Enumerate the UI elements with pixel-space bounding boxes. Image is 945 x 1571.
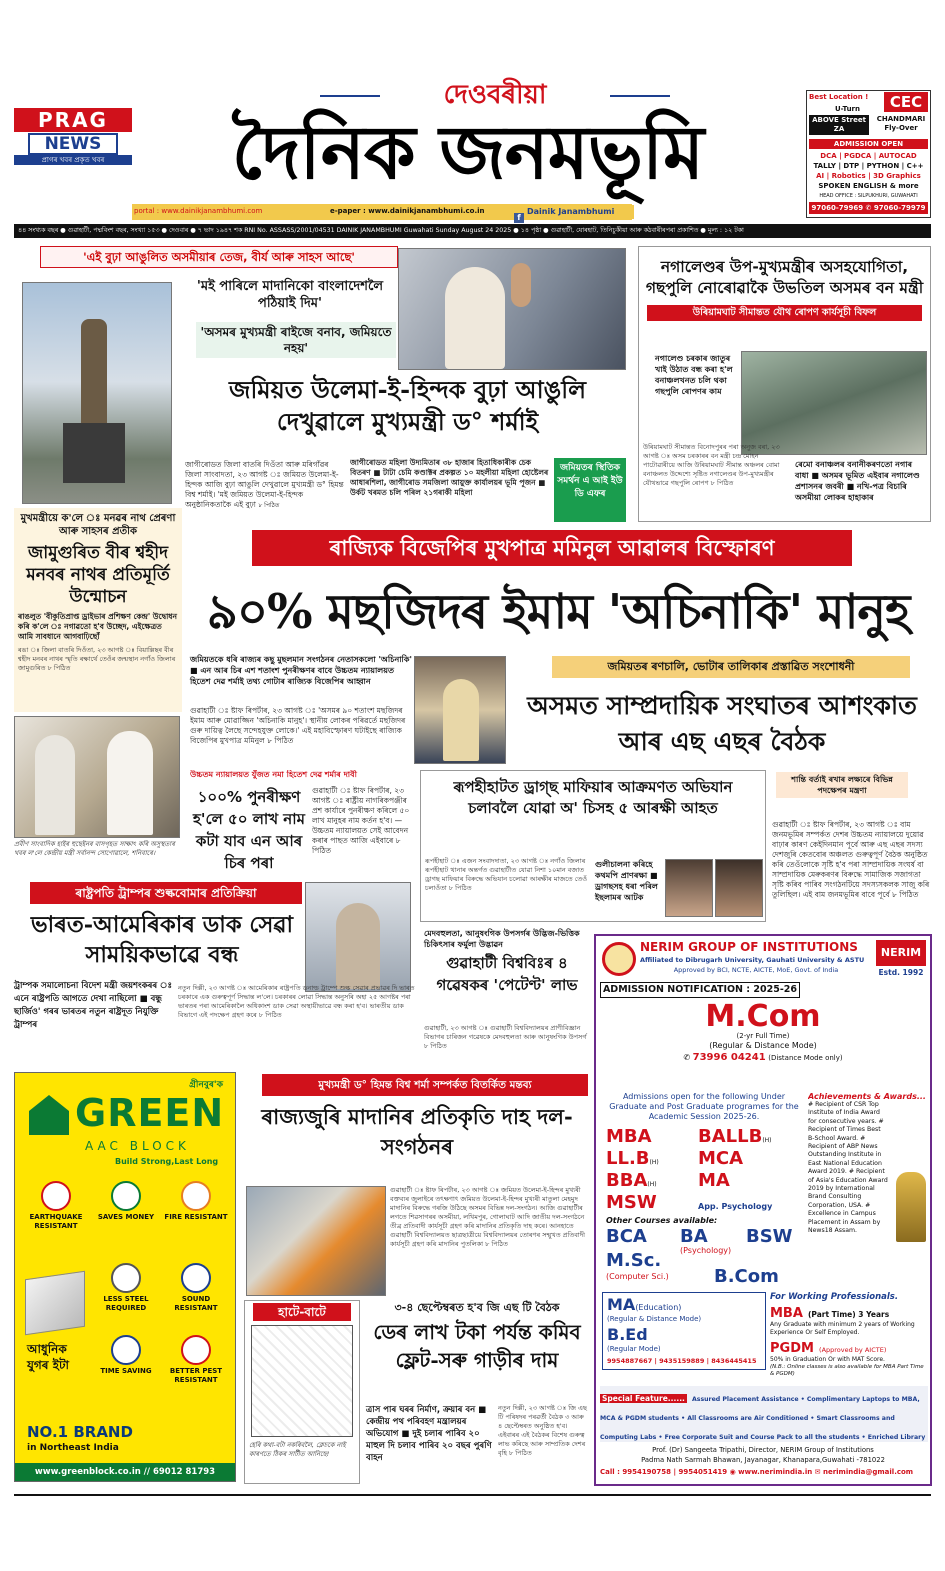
story1-quote1: 'মই পাৰিলে মাদানিকো বাংলাদেশলৈ পঠিয়াই দিম' xyxy=(196,279,384,311)
nerim-address: Padma Nath Sarmah Bhawan, Jayanagar, Khanapara,Guwahati -781022 xyxy=(641,1456,885,1464)
cec-courses-4: SPOKEN ENGLISH & more xyxy=(818,182,919,190)
drugs-body-text: ৰূপহীহাট ঃ এজন সংবাদদাতা, ২৩ আগষ্ট ঃ নগাঁও জিলাৰ ৰূপহীহাট থানাৰ অন্তৰ্গত গুৱাহাটীত যোৱা নিশা ১০মান বজাত ড্ৰাগছ মাফিয়াৰ বিৰুদ্ধে অভিযান চলোৱা আৰক্ষীৰ মাজতে তেওঁ চলাওঁতা xyxy=(425,857,588,892)
globe-icon: ◉ xyxy=(729,1468,739,1476)
cec-admission: ADMISSION OPEN xyxy=(809,139,928,149)
nerim-achievements xyxy=(808,1092,930,1270)
jamiat-body xyxy=(772,820,932,930)
trump-cont: ৮ পিঠিত xyxy=(258,1011,282,1019)
left-story-body xyxy=(14,644,182,674)
jaishankar-photo xyxy=(305,882,411,992)
course-bed-mode: (Regular Mode) xyxy=(607,1345,661,1353)
gst-tag: ৩-৪ ছেপ্টেম্বৰত হ'ব জি এছ টি বৈঠক xyxy=(394,1301,560,1314)
left-story-box xyxy=(14,508,182,712)
nagaland-redbar: উৰিয়ামঘাট সীমান্তত যৌথ ৰোপণ কাৰ্যসূচী বিফল xyxy=(647,305,922,321)
feature-fire-label: FIRE RESISTANT xyxy=(164,1213,228,1221)
nagaland-box xyxy=(638,246,931,522)
hate-bate-caption: হেৰি কথা-বটা নকৰিবলৈ, ক্লেচকে নাই কাৰণতে ঠিকৰ সাৰ্টীত আনিছে! xyxy=(249,1441,346,1458)
story1-green-text: জমিয়তৰ স্থিতিক সমৰ্থন এ আই ইউ ডি এফৰ xyxy=(557,463,623,499)
lead-headline: ৯০% মছজিদৰ ইমাম 'অচিনাকি' মানুহ xyxy=(206,584,910,640)
nerim-mcom-sub: (2-yr Full Time) xyxy=(736,1032,790,1040)
nerim-call[interactable]: Call : 9954190758 | 9954051419 xyxy=(600,1468,728,1476)
green-ad-sub: AAC BLOCK xyxy=(85,1139,190,1153)
feature-pest xyxy=(163,1335,229,1385)
lead-body xyxy=(190,706,412,778)
story1-green-box xyxy=(554,458,626,522)
story1-body xyxy=(185,460,345,522)
story1-quote2: 'অসমৰ মুখ্যমন্ত্ৰী ৰাইজে বনাব, জমিয়তে নহয়' xyxy=(196,322,396,358)
clock-icon xyxy=(111,1335,141,1365)
nerim-special-text: Assured Placement Assistance • Complimentary Laptops to MBA, MCA & PGDM students • All Classrooms are Air Conditioned • Smart Classrooms and Computing Labs • Free Corporate Suit and Course Pack to all the students • Enriched Library xyxy=(600,1396,926,1441)
masthead-supertitle: দেওবৰীয়া xyxy=(443,80,547,110)
feature-fire xyxy=(163,1181,229,1222)
nrc-body xyxy=(312,786,416,876)
course-pgdm-desc: 50% in Graduation Or with MAT Score. xyxy=(770,1356,885,1363)
left-story-caption: মুখমন্ত্ৰীয়ে ক'লে ঃ মনৱৰ নাথ প্ৰেৰণা আৰু সাহসৰ প্ৰতীক xyxy=(20,513,176,537)
nerim-education-box xyxy=(602,1292,766,1370)
trophy-icon xyxy=(896,1172,926,1242)
story1-banner xyxy=(40,246,398,268)
pest-icon xyxy=(181,1335,211,1365)
nerim-director: Prof. (Dr) Sangeeta Tripathi, Director, NERIM Group of Institutions xyxy=(652,1446,874,1454)
green-block-ad[interactable] xyxy=(14,1072,236,1482)
green-ad-web[interactable]: www.greenblock.co.in // 69012 81793 xyxy=(15,1463,235,1481)
story1-side-text: জাগীৰোডত মহিলা উদ্যমিতাৰ ৩৮ হাজাৰ হিতাধিকাৰীক চেক বিতৰণ ■ টাটা চেমি কণ্ডাক্টৰ প্ৰকল্পত ১০ মহলীয়া মহিলা হোষ্টেলৰ আধাৰশিলা, জাগীৰোড সমজিলা আয়ুক্ত কাৰ্যালয়ৰ ভূমি পূজন ■ উৰ্কট খৰমত চলি পৰিল ২১গৰাকী মহিলা xyxy=(350,458,549,497)
nerim-approved: Approved by BCI, NCTE, AICTE, MoE, Govt. of India xyxy=(673,966,839,974)
nagaland-photo xyxy=(741,351,927,455)
nerim-mail[interactable]: nerimindia@gmail.com xyxy=(822,1468,914,1476)
jamiat-body-text: গুৱাহাটী ঃ ষ্টাফ ৰিপৰ্টাৰ, ২৩ আগষ্ট ঃ বাম জনমভূমিৰ সম্পৰ্কত দেশৰ উচ্চতম ন্যায়ালয়ে দুয়োৱ বাঢ়াৰ কাৰণ কেইদিনমান পূৰ্বে আৰু এছ এছৰ সদস্য দেশজুৰি কেতবোৰ অঞ্চলত গুৰুত্বপূৰ্ণ বৈঠক অনুষ্ঠিত কৰি তেওঁলোকে সৃষ্টি হ'ব পৰা সাম্প্ৰদায়িক সংঘৰ্ষ বা সাম্প্ৰদায়িক মেৰুকৰণৰ বিৰুদ্ধে সামাজিক সজাগতা সৃষ্টি কৰিব পাৰিব সংগঠনটিয়ে সদস্যসকলক সাজু কৰি তুলিছিল। এই বাম জনমভূমিৰ বাবে পূৰ্বে xyxy=(772,820,930,899)
nerim-contact-row xyxy=(600,1468,928,1476)
madani-headline: ৰাজ্যজুৰি মাদানিৰ প্ৰতিকৃতি দাহ দল-সংগঠনৰ xyxy=(261,1104,573,1159)
nagaland-body-text: উৰিয়ামঘাট সীমান্তত বিনোদপুৰৰ পৰা অনুজ বৰা, ২৩ আগষ্ট ঃ অসম চৰকাৰৰ বন মন্ত্ৰী চন্দ্ৰ মোহন পাটোৱাৰীয়ে আজি উৰিয়ামঘাট সীমান্ত অঞ্চলৰ বোমা বনাঞ্চলত উদ্দেশ্যে সৃষ্টিত নগালেণ্ডৰ উপ-মুখ্যমন্ত্ৰীৰ যৌথভাৱে গছপুলি ৰোপণ xyxy=(643,443,780,487)
patent-body xyxy=(424,1024,590,1068)
jaishankar-figure xyxy=(336,903,380,989)
green-ad-ne: in Northeast India xyxy=(27,1443,119,1453)
cec-phones: 97060-79969 ✆ 97060-79979 xyxy=(809,202,928,214)
course-bca: BCA xyxy=(606,1226,647,1247)
course-llb-h: (H) xyxy=(649,1159,659,1166)
cm-figure xyxy=(445,267,505,369)
lead-cont: ৮ পিঠিত xyxy=(267,736,294,745)
patent-tag: মেদবহুলতা, আনুষংগিক উপসৰ্গৰ উদ্ভিজ-ভিত্তিক চিকিৎসাৰ ফৰ্মুলা উদ্ভাৱন xyxy=(424,929,580,949)
green-ad-assamese: আধুনিক যুগৰ ইটা xyxy=(27,1342,69,1372)
gst-body-text: নতুন দিল্লী, ২৩ আগষ্ট ঃ জি এছ টি পৰিষদৰ পৰৱৰ্তী বৈঠক ৩ আৰু ৪ ছেপ্টেম্বৰত অনুষ্ঠিত হ'ব। এইবাৰৰ এই বৈঠকৰ বিশেষ গুৰুত্ব লাভ কৰিছে আৰু সাম্প্ৰতিক দেশৰ বৃহি xyxy=(498,1404,587,1457)
nerim-crest-icon xyxy=(602,942,636,976)
trump-body-text: নতুন দিল্লী, ২৩ আগষ্ট ঃ আমেৰিকাৰ ৰাষ্ট্ৰপতি ডনাল্ড ট্ৰাম্পে শুল্ক সেৱাৰ প্ৰভাৱৰ দি ভাৰত চৰকাৰে এক গুৰুত্বপূৰ্ণ সিদ্ধান্ত ল'লে। চৰকাৰৰ লোৱা সিদ্ধান্ত অনুসৰি অহা ২৫ আগষ্টৰ পৰা ভাৰতৰ পৰা আমেৰিকালৈ অধিকাংশ ডাক সেৱা অস্থায়ীভাৱে বন্ধ কৰা হ'ব। ভাৰতীয় ডাক বিভাগে এই পদক্ষেপ গ্ৰহণ কৰে xyxy=(178,984,415,1019)
nerim-phone-row xyxy=(596,1052,930,1063)
feature-steel-label: LESS STEEL REQUIRED xyxy=(103,1295,149,1312)
patent-body-text: গুৱাহাটী, ২৩ আগষ্ট ঃ গুৱাহাটী বিশ্ববিদ্যালয়ৰ প্ৰাণীবিজ্ঞান বিভাগৰ চাৰিজন গৱেষকে মেদবহুলতা আৰু আনুষংগিক উপসৰ্গ xyxy=(424,1024,587,1041)
earthquake-icon xyxy=(41,1181,71,1211)
feature-sound-label: SOUND RESISTANT xyxy=(174,1295,218,1312)
madani-body xyxy=(390,1186,588,1298)
feature-sound xyxy=(163,1263,229,1313)
jamiat-cont: ৮ পিঠিত xyxy=(892,890,919,899)
portal-url[interactable]: portal : www.dainikjanambhumi.com xyxy=(134,207,263,215)
gst-cont: ৮ পিঠিত xyxy=(508,1449,532,1457)
cartoon-image xyxy=(251,1325,353,1437)
accused-photo-2 xyxy=(715,859,763,917)
masthead-rule-left xyxy=(320,95,380,97)
effigy-burning-photo xyxy=(246,1186,386,1296)
course-mca: MCA xyxy=(698,1148,744,1169)
trump-sub: ট্ৰাম্পক সমালোচনা বিদেশ মন্ত্ৰী জয়শংকৰৰ ঃ এনে ৰাষ্ট্ৰপতি আগতে দেখা নাছিলো ■ বন্ধু ছাৰ্জিও' গৰৰ ভাৰতৰ নতুন ৰাষ্ট্ৰদূত নিযুক্তি ট্ৰাম্পৰ xyxy=(14,981,173,1030)
nerim-achievements-text: # Recipient of CSR Top Institute of India Award for consecutive years. # Recipient of Times Best B-School Award. # Recipient of ABP News Outstanding Institute in East National Education Award 2019. # Recipient of Asia's Education Award 2019 by International Brand Consulting Corporation, USA. # Excellence in Campus Placement in Assam by News18 Assam. xyxy=(808,1101,888,1235)
nrc-redline: উচ্চতম ন্যায়ালয়ত যুঁজত নমা হিতেশ দেৱ শৰ্মাৰ দাবী xyxy=(190,770,357,779)
cm-thumb xyxy=(511,263,531,307)
story1-cont: ৮ পিঠিত xyxy=(258,502,280,509)
feature-earthquake xyxy=(23,1181,89,1231)
nagaland-photo-caption: নগালেণ্ড চৰকাৰ জাতুৰ খাই উঠাত বন্ধ কৰা হ'ল বনাঞ্চলখনত চলি থকা গছপুলি ৰোপণৰ কাম xyxy=(655,354,733,396)
dateline-bar xyxy=(14,224,931,238)
course-ba: BA xyxy=(680,1226,708,1247)
nagaland-headline: নগালেণ্ডৰ উপ-মুখ্যমন্ত্ৰীৰ অসহযোগিতা, গছপুলি নোৰোৱাকৈ উভতিল অসমৰ বন মন্ত্ৰী xyxy=(645,258,924,297)
meeting-figure1 xyxy=(35,735,75,835)
trump-headline: ভাৰত-আমেৰিকাৰ ডাক সেৱা সাময়িকভাৱে বন্ধ xyxy=(30,912,294,968)
cec-uturn: U-Turn xyxy=(835,105,860,113)
story1-side-note xyxy=(350,458,550,522)
drugs-box xyxy=(420,770,766,922)
lead-redbar: ৰাজ্যিক বিজেপিৰ মুখপাত্ৰ মমিনুল আৱালৰ বিস্ফোৰণ xyxy=(252,530,852,566)
gst-body xyxy=(498,1404,588,1484)
course-pgdm: PGDM xyxy=(770,1341,814,1356)
jamiat-tag: জমিয়তৰ ৰণচালি, ভোটাৰ তালিকাৰ প্ৰস্তাৱিত সংশোধনী xyxy=(552,656,910,678)
course-ma-edu: MA xyxy=(607,1295,636,1314)
mail-icon: ✉ xyxy=(814,1468,823,1476)
facebook-label: Dainik Janambhumi xyxy=(527,207,615,216)
course-mba: MBA xyxy=(606,1126,652,1147)
course-ma: MA xyxy=(698,1170,730,1191)
nerim-web[interactable]: www.nerimindia.in xyxy=(738,1468,813,1476)
nerim-distance: (Distance Mode only) xyxy=(768,1054,843,1062)
nerim-edu-phones[interactable]: 9954887667 | 9435159889 | 8436445415 xyxy=(607,1357,757,1365)
steel-icon xyxy=(111,1263,141,1293)
drugs-cont: ৮ পিঠিত xyxy=(448,884,472,892)
trump-redbar: ৰাষ্ট্ৰপতি ট্ৰাম্পৰ শুল্কবোমাৰ প্ৰতিক্ৰিয়া xyxy=(30,882,302,904)
epaper-url[interactable]: e-paper : www.dainikjanambhumi.co.in xyxy=(330,207,485,215)
statue-pedestal xyxy=(63,423,125,483)
madani-redbar: মুখ্যমন্ত্ৰী ড° হিমন্ত বিশ্ব শৰ্মা সম্পৰ্কত বিতৰ্কিত মন্তব্য xyxy=(262,1074,588,1096)
cec-brand: CEC xyxy=(884,92,928,112)
phone-icon: ✆ xyxy=(683,1053,693,1062)
facebook-icon: f xyxy=(514,213,524,223)
cm-thumbs-up-photo xyxy=(398,248,626,370)
meeting-caption: প্ৰবীণ সাংবাদিক হাইৰ হুছেইনৰ বাসগৃহত সাক্ষাৎ কৰি অসুস্থতাৰ খবৰ ল'লে কেন্দ্ৰীয় মন্ত্ৰী সৰ্বানন্দ সোণোৱালে, শনিবাৰে। xyxy=(14,840,175,857)
nrc-body-text: গুৱাহাটী ঃ ষ্টাফ ৰিপৰ্টাৰ, ২৩ আগষ্ট ঃ ৰাষ্ট্ৰীয় নাগৰিকপঞ্জীৰ প্ৰশ কাৰ্যাৰে পুনৰীক্ষণ কৰিলে ৫০ লাখ মানুহৰ নাম কৰ্তন হ'ব। — উচ্চতম ন্যায়ালয়ত সেই আবেদন কৰাৰ পাছত আজি এইবাৰে xyxy=(312,786,410,845)
nerim-affil: Affiliated to Dibrugarh University, Gauhati University & ASTU xyxy=(640,956,865,964)
nagaland-cont: ৮ পিঠিত xyxy=(710,479,734,487)
dateline-text: ৪৪ সংখ্যক বছৰ ● গুৱাহাটী, পদ্মবিংশ বছৰ, সংখ্যা ১৫৩ ● দেওবাৰ ● ৭ ভাদ ১৯৪৭ শক RNI No. ASSASS/2001/04531 DAINIK JANAMBHUMI Guwahati Sunday August 24 2025 ● ১৪ পৃষ্ঠা ● গুৱাহাটী, যোৰহাট, তিনিচুকীয়া আৰু কঠবাৰীৰপৰা প্ৰকাশিত ● মূল্য : ১২ টকা xyxy=(18,227,744,234)
course-mba-pt-label: (Part Time) 3 Years xyxy=(808,1310,890,1319)
cec-above: ABOVE Street ZA xyxy=(809,115,869,135)
green-ad-tagline: Build Strong,Last Long xyxy=(115,1157,219,1166)
spokesperson-figure xyxy=(443,679,479,761)
course-msw: MSW xyxy=(606,1192,657,1213)
sound-icon xyxy=(181,1263,211,1293)
left-story-headline: জামুগুৰিত বীৰ শ্বহীদ মনবৰ নাথৰ প্ৰতিমূৰ্তি উন্মোচন xyxy=(26,543,170,607)
course-ballb: BALLB xyxy=(698,1126,763,1147)
story1-banner-text: 'এই বুঢ়া আঙুলিত অসমীয়াৰ তেজ, বীৰ্য আৰু সাহস আছে' xyxy=(83,250,355,264)
drugs-headline: ৰূপহীহাটত ড্ৰাগ্ছ মাফিয়াৰ আক্ৰমণত অভিযান চলাবলৈ যোৱা অ' চিসহ ৫ আৰক্ষী আহত xyxy=(453,778,733,817)
nerim-other-courses: Other Courses available: xyxy=(606,1216,718,1225)
green-ad-brand: GREEN xyxy=(75,1091,225,1135)
cec-office: HEAD OFFICE : SILPUKHURI, GUWAHATI xyxy=(819,193,918,199)
course-ma-edu-label: (Education) xyxy=(635,1303,682,1312)
feature-money-label: SAVES MONEY xyxy=(97,1213,155,1221)
nerim-mcom-mode: (Regular & Distance Mode) xyxy=(709,1041,817,1050)
cec-courses-1: DCA | PGDCA | AUTOCAD xyxy=(820,152,917,160)
nerim-special-title: Special Feature...... xyxy=(602,1394,685,1403)
gst-left: ত্ৰাস পাৰ ঘৰৰ নিৰ্মাণ, ক্ৰয়াৰ বন ■ কেন্দ্ৰীয় পথ পৰিবহণ মন্ত্ৰালয়ৰ অভিযোগ ■ দুই চলাৰ পাৰিব ২০ মাহুল দি চলাব পাৰিব ২০ বছৰ পুৰণি বাহন xyxy=(366,1405,492,1463)
course-psychology: (Psychology) xyxy=(680,1246,732,1255)
cec-courses-3: AI | Robotics | 3D Graphics xyxy=(816,172,921,180)
course-bed: B.Ed xyxy=(607,1325,648,1344)
feature-time xyxy=(93,1335,159,1376)
nerim-working-title: For Working Professionals. xyxy=(770,1292,899,1302)
nerim-admissions-text: Admissions open for the following Under Graduate and Post Graduate programes for the Academic Session 2025-26. xyxy=(609,1092,799,1121)
nagaland-side: ৰেমো বনাঞ্চলৰ বনানীকৰণতো নগাৰ বাধা ■ অসমৰ ভূমিত এইবাৰ নগালেণ্ড প্ৰশাসনৰ জবৰী ■ নখি-পত্ৰ বিচাৰি অসমীয়া লোকৰ হাহাকাৰ xyxy=(795,460,920,502)
nerim-special-box xyxy=(600,1386,928,1442)
nerim-title: NERIM GROUP OF INSTITUTIONS xyxy=(640,940,858,954)
green-ad-top: গ্ৰীনবুৰ'ক xyxy=(189,1080,223,1090)
feature-time-label: TIME SAVING xyxy=(100,1367,152,1375)
left-story-cont: ৮ পিঠিত xyxy=(47,664,71,672)
prag-tagline: প্ৰাগৰ খবৰ প্ৰকৃত খবৰ xyxy=(14,155,132,165)
course-bba-h: (H) xyxy=(647,1181,657,1188)
drugs-body xyxy=(425,857,591,919)
nerim-achievements-title: Achievements & Awards... xyxy=(808,1092,926,1101)
prag-news-logo xyxy=(14,108,132,164)
patent-headline: গুৱাহাটী বিশ্ববিঃৰ ৪ গৱেষকৰ 'পেটেণ্ট' লাভ xyxy=(436,954,578,994)
course-comp-sci: (Computer Sci.) xyxy=(606,1272,669,1281)
meeting-photo xyxy=(14,716,180,838)
nerim-working-box xyxy=(770,1292,928,1377)
course-pgdm-note: (N.B.: Online classes is also available for MBA Part Time & PGDM) xyxy=(770,1364,924,1377)
course-mba-pt-desc: Any Graduate with minimum 2 years of Working Experience Or Self Employed. xyxy=(770,1321,915,1336)
story1-headline: জমিয়ত উলেমা-ই-হিন্দক বুঢ়া আঙুলি দেখুৱালে মুখ্যমন্ত্ৰী ড° শৰ্মাই xyxy=(228,375,587,436)
green-ad-no1: NO.1 BRAND xyxy=(27,1423,133,1441)
hate-bate-box xyxy=(244,1300,360,1484)
nerim-notice: ADMISSION NOTIFICATION : 2025-26 xyxy=(600,982,800,998)
course-bba: BBA xyxy=(606,1170,648,1191)
jamiat-headline: অসমত সাম্প্ৰদায়িক সংঘাতৰ আশংকাত আৰ এছ এছৰ বৈঠক xyxy=(527,691,917,756)
madani-body-text: গুৱাহাটী ঃ ষ্টাফ ৰিপৰ্টাৰ, ২৩ আগষ্ট ঃ জমিয়ত উলেমা-ই-হিন্দৰ মুখ্যৰী বক্তব্যৰ জুলাইৰে তৎক্ষণাৎ জমিয়ত উলেমা-ই-হিন্দৰ মুখ্যৰী মাতুলা মেহমুদ মাদানিৰ বিৰুদ্ধে গৰজি উঠিছে অসমৰ বিভিন্ন দল-সংগঠন। আজি গুৱাহাটীৰ লগতে শিৱসাগৰৰ অসমীয়া, লখিমপুৰ, গোলাঘাট আদি জাতীয় দল-সংগঠনে তীব্ৰ প্ৰতিবাদী কাৰ্যসূচী গ্ৰহণ কৰি মাদানিৰ প্ৰতিকৃতি দাহ কৰে। আনহাতে গুৱাহাটী বিশ্ববিদ্যালয়ত ছাত্ৰছাত্ৰীয়ে বিশ্ববিদ্যালয়ৰ তোৰণৰ সন্মুখত প্ৰতিবাদী কাৰ্যসূচী গ্ৰহণ কৰি মাদানিৰ পুতলিকা xyxy=(390,1186,586,1248)
aac-block-image xyxy=(25,1271,85,1335)
left-story-sub: ৰাঙলুত 'বীকুতিপ্ৰাপ্ত ড্ৰাইভাৰ প্ৰশিক্ষণ কেন্দ্ৰ' উদ্বোধন কৰি ক'লে ঃ নগাৱতো হ'ব উচ্ছেদ, এইক্ষেত্ৰত আমি সাবধানে আগবাঢ়িছোঁ xyxy=(18,612,177,641)
money-icon xyxy=(111,1181,141,1211)
course-llb: LL.B xyxy=(606,1148,650,1169)
cec-chandmari: CHANDMARI Fly-Over xyxy=(876,115,926,132)
story1-body-text: জাগীৰোডত জিলা বাতৰি দিওঁতা আৰু মৰিগাঁৱৰ জিলা সাংবাদতা, ২৩ আগষ্ট ঃ জমিয়ত উলেমা-ই-হিন্দক আজি বুঢ়া আঙুলি দেখুৱালে মুখ্যমন্ত্ৰী ড° হিমন্ত বিশ্ব শৰ্মাই। 'মই জমিয়ত উলেমা-ই-হিন্দক অনুষ্ঠানিকতাকৈ এই বুঢ়া xyxy=(185,460,344,509)
green-logo-icon xyxy=(29,1095,69,1135)
nrc-headline: ১০০% পুনৰীক্ষণ হ'লে ৫০ লাখ নাম কটা যাব এন আৰ চিৰ পৰা xyxy=(193,788,305,872)
masthead-rule-right xyxy=(610,95,670,97)
feature-steel xyxy=(93,1263,159,1313)
cec-ad[interactable] xyxy=(806,90,931,218)
nerim-logo: NERIM xyxy=(876,940,926,966)
course-mba-pt: MBA xyxy=(770,1306,803,1321)
course-app-psy: App. Psychology xyxy=(698,1202,773,1211)
course-pgdm-label: (Approved by AICTE) xyxy=(819,1346,887,1354)
lead-body-text: গুৱাহাটী ঃ ষ্টাফ ৰিপৰ্টাৰ, ২৩ আগষ্ট ঃ 'অসমৰ ৯০ শতাংশ মছজিদৰ ইমাম আৰু মোৱাজ্জিন 'অচিনাকি মানুহ'। স্থানীয় লোকৰ পৰিৱৰ্তে মছজিদৰ গুৰু দায়িত্ব লৈছে সন্দেহযুক্ত লোকে।' এই মহাবিস্ফোৰণ ঘটাইছে ৰাজ্যিক বিজেপিৰ মুখপাত্ৰ মমিনুল xyxy=(190,706,406,745)
accused-photo-1 xyxy=(665,859,713,917)
hate-bate-title: হাটে-বাটে xyxy=(253,1303,351,1321)
patent-cont: ৮ পিঠিত xyxy=(424,1042,447,1050)
course-bsw: BSW xyxy=(746,1226,793,1247)
fire-icon xyxy=(181,1181,211,1211)
feature-money xyxy=(93,1181,159,1222)
left-story-body-text: ৰঙা ঃ জিলা বাতৰি দিওঁতা, ২৩ আগষ্ট ঃ বিয়াল্লিছৰ বীৰ শ্বহীদ মনবৰ নাথৰ স্মৃতি ৰক্ষাৰ্থে তেওঁৰ জন্মস্থান নগাঁও জিলাৰ জামুগুৰিত xyxy=(18,646,176,672)
feature-earthquake-label: EARTHQUAKE RESISTANT xyxy=(29,1213,83,1230)
meeting-figure2 xyxy=(107,731,153,835)
feature-pest-label: BETTER PEST RESISTANT xyxy=(169,1367,223,1384)
statue-photo xyxy=(22,282,172,504)
nerim-ad[interactable] xyxy=(594,934,932,1486)
course-msc: M.Sc. xyxy=(606,1250,662,1271)
course-ballb-h: (H) xyxy=(762,1137,772,1144)
cec-courses-2: TALLY | DTP | PYTHON | C++ xyxy=(813,162,924,170)
madani-cont: ৮ পিঠিত xyxy=(485,1240,508,1248)
course-bcom: B.Com xyxy=(714,1266,779,1287)
nerim-phone[interactable]: 73996 04241 xyxy=(692,1052,766,1063)
gst-headline: ডেৰ লাখ টকা পৰ্যন্ত কমিব ফ্লেট-সৰু গাড়ীৰ দাম xyxy=(373,1320,581,1372)
statue-figure xyxy=(81,319,107,429)
jamiat-tag2: শান্তি বৰ্তাই ৰখাৰ লক্ষ্যৰে বিভিন্ন পদক্ষেপৰ মন্ত্ৰণা xyxy=(776,772,908,798)
facebook-link[interactable] xyxy=(512,205,634,222)
masthead-title: দৈনিক জনমভূমি xyxy=(231,110,704,196)
course-ma-edu-mode: (Regular & Distance Mode) xyxy=(607,1315,702,1323)
drugs-quote: গুলীচালনা কৰিহে কথমপি প্ৰাণৰক্ষা ■ ড্ৰাগছসহ ধৰা পৰিল ইছলামৰ আটক xyxy=(595,860,658,902)
prag-logo-line1: PRAG xyxy=(14,108,132,132)
nrc-cont: ৮ পিঠিত xyxy=(312,836,401,855)
lead-intro: জমিয়তকে ধৰি ৰাজ্যৰ কছু মুছলমান সংগঠনৰ নেতাসকলো 'অচিনাকি' ■ এন আৰ চিৰ এশ শতাংশ পুনৰীক্ষণৰ বাবে উচ্চতম ন্যায়ালয়ত হিতেশ দেৱ শৰ্মাই তথ্য গোটাৰ ৰাজ্যিক বিজেপিৰ আহ্বান xyxy=(190,655,412,686)
prag-logo-line2: NEWS xyxy=(28,133,118,155)
nerim-mcom: M.Com xyxy=(705,999,821,1034)
nagaland-body xyxy=(643,443,791,519)
spokesperson-photo xyxy=(414,656,506,764)
trump-body xyxy=(178,984,416,1064)
nerim-estd: Estd. 1992 xyxy=(878,968,924,977)
page-bottom-rule xyxy=(14,1494,931,1496)
cec-best-location: Best Location ! xyxy=(809,93,869,101)
